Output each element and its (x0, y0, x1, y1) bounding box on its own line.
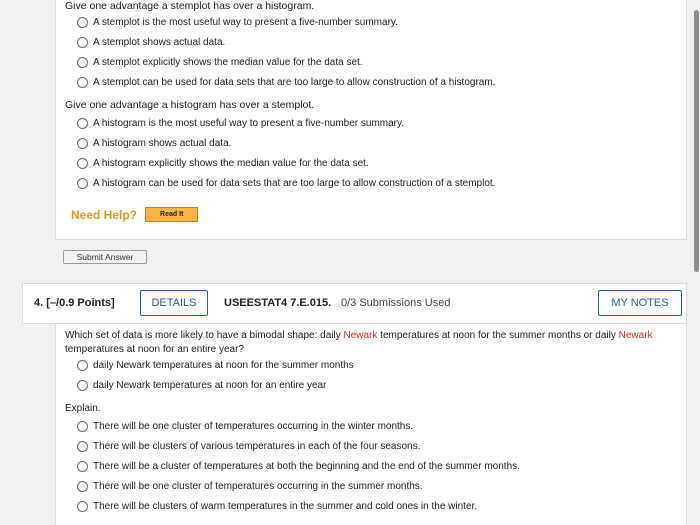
histogram-option-1[interactable] (77, 118, 404, 129)
radio-button[interactable] (77, 421, 88, 432)
radio-button[interactable] (77, 360, 88, 371)
city-name: Newark (618, 330, 653, 341)
option-label: daily Newark temperatures at noon for the summer months (93, 360, 354, 371)
radio-button[interactable] (77, 77, 88, 88)
radio-button[interactable] (77, 441, 88, 452)
option-label: daily Newark temperatures at noon for an entire year (93, 380, 327, 391)
radio-button[interactable] (77, 380, 88, 391)
radio-button[interactable] (77, 178, 88, 189)
radio-button[interactable] (77, 57, 88, 68)
option-label: A histogram shows actual data. (93, 138, 232, 149)
details-button[interactable]: DETAILS (140, 290, 208, 316)
radio-button[interactable] (77, 481, 88, 492)
radio-button[interactable] (77, 501, 88, 512)
stemplot-option-4[interactable] (77, 77, 495, 88)
explain-option-5[interactable] (77, 501, 477, 512)
option-label: There will be clusters of various temperatures in each of the four seasons. (93, 441, 421, 452)
need-help-label: Need Help? (71, 207, 138, 222)
stemplot-option-2[interactable] (77, 37, 225, 48)
option-label: A stemplot is the most useful way to present a five-number summary. (93, 17, 398, 28)
radio-button[interactable] (77, 37, 88, 48)
option-label: There will be a cluster of temperatures at both the beginning and the end of the summer months. (93, 461, 520, 472)
radio-button[interactable] (77, 461, 88, 472)
option-label: A histogram is the most useful way to present a five-number summary. (93, 118, 405, 129)
submit-answer-button[interactable]: Submit Answer (63, 250, 147, 264)
option-label: There will be one cluster of temperatures occurring in the summer months. (93, 481, 423, 492)
explain-option-1[interactable] (77, 421, 413, 432)
histogram-option-4[interactable] (77, 178, 495, 189)
explain-label: Explain. (65, 403, 101, 414)
scrollbar[interactable] (692, 0, 700, 525)
scrollbar-thumb[interactable] (694, 10, 699, 272)
bimodal-option-2[interactable] (77, 380, 326, 391)
read-it-button[interactable]: Read It (145, 207, 198, 222)
histogram-question-prompt: Give one advantage a histogram has over a stemplot. (65, 99, 315, 111)
stemplot-option-3[interactable] (77, 57, 363, 68)
option-label: There will be clusters of warm temperatures in the summer and cold ones in the winter. (93, 501, 478, 512)
question-4-header (22, 283, 687, 324)
bimodal-option-1[interactable] (77, 360, 354, 371)
question-code: USEESTAT4 7.E.015. (224, 297, 332, 309)
option-label: A stemplot explicitly shows the median value for the data set. (93, 57, 363, 68)
question-number: 4. [–/0.9 Points] (34, 297, 115, 309)
stemplot-option-1[interactable] (77, 17, 398, 28)
radio-button[interactable] (77, 138, 88, 149)
radio-button[interactable] (77, 158, 88, 169)
histogram-option-2[interactable] (77, 138, 231, 149)
radio-button[interactable] (77, 17, 88, 28)
radio-button[interactable] (77, 118, 88, 129)
need-help-section (71, 207, 198, 222)
bimodal-question-text: Which set of data is more likely to have a bimodal shape: daily Newark temperatures at noon for the summer months or daily Newark temperatures at noon for an entire year? (65, 330, 653, 355)
explain-option-2[interactable] (77, 441, 420, 452)
option-label: A stemplot can be used for data sets that are too large to allow construction of a histogram. (93, 77, 496, 88)
explain-option-4[interactable] (77, 481, 423, 492)
stemplot-question-prompt: Give one advantage a stemplot has over a histogram. (65, 0, 315, 12)
option-label: There will be one cluster of temperatures occurring in the winter months. (93, 421, 414, 432)
option-label: A stemplot shows actual data. (93, 37, 226, 48)
histogram-option-3[interactable] (77, 158, 369, 169)
city-name: Newark (343, 330, 378, 341)
explain-option-3[interactable] (77, 461, 520, 472)
option-label: A histogram can be used for data sets that are too large to allow construction of a stemplot. (93, 178, 496, 189)
option-label: A histogram explicitly shows the median value for the data set. (93, 158, 369, 169)
my-notes-button[interactable]: MY NOTES (598, 290, 682, 316)
submissions-count: 0/3 Submissions Used (341, 297, 451, 309)
